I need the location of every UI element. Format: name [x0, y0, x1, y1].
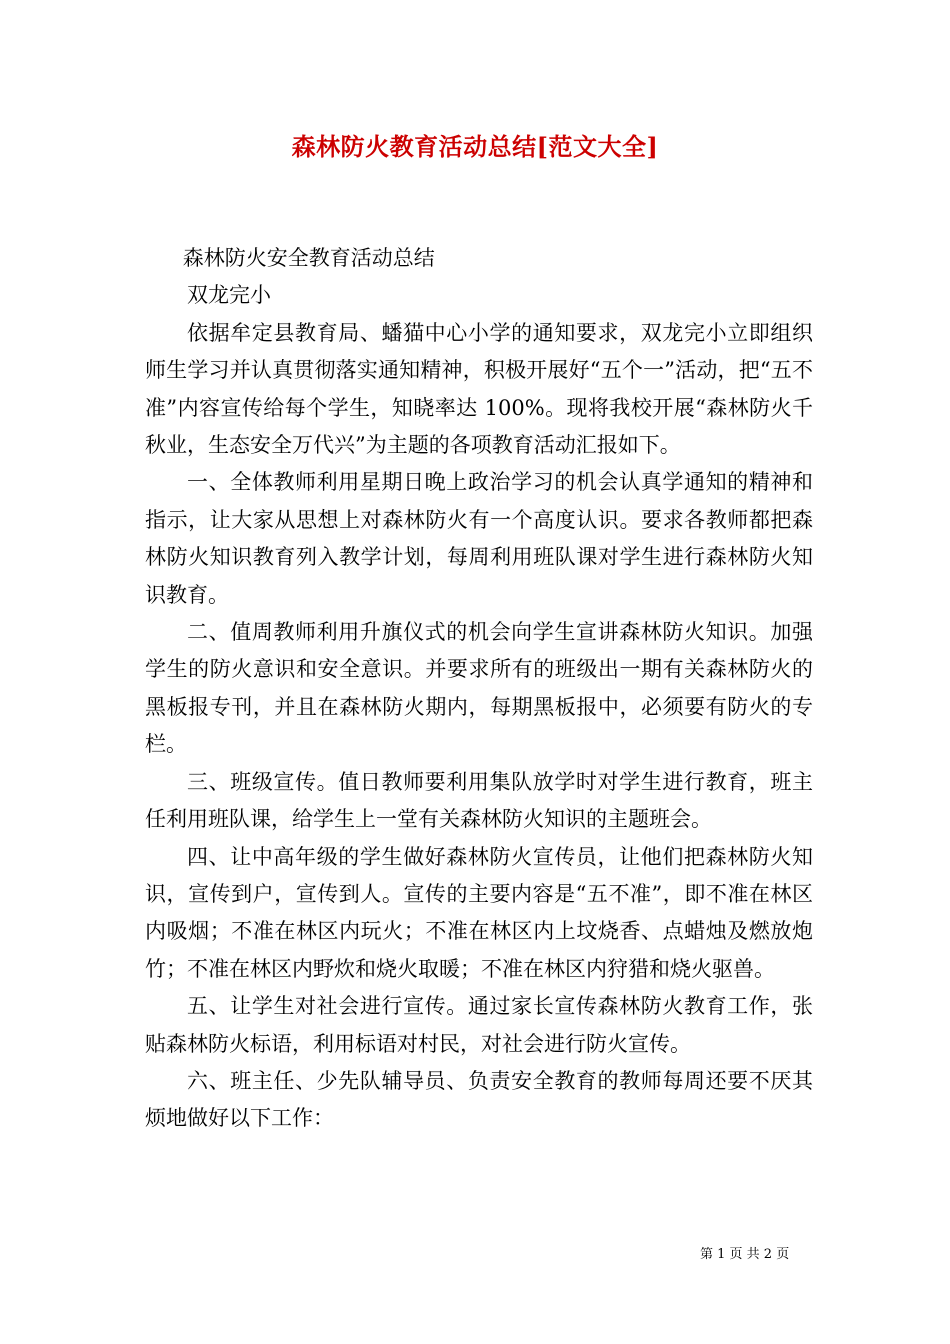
paragraph: 三、班级宣传。值日教师要利用集队放学时对学生进行教育，班主任利用班队课，给学生上一堂有关森林防火知识的主题班会。 — [145, 769, 813, 832]
paragraph-author: 双龙完小 — [187, 283, 271, 308]
paragraph: 六、班主任、少先队辅导员、负责安全教育的教师每周还要不厌其烦地做好以下工作： — [145, 1068, 813, 1131]
document-body — [145, 240, 813, 1138]
paragraph: 四、让中高年级的学生做好森林防火宣传员，让他们把森林防火知识，宣传到户，宣传到人。宣传的主要内容是“五不准”，即不准在林区内吸烟；不准在林区内玩火；不准在林区内上坟烧香、点蜡烛及燃放炮竹；不准在林区内野炊和烧火取暖；不准在林区内狩猎和烧火驱兽。 — [145, 844, 813, 981]
paragraph: 依据牟定县教育局、蟠猫中心小学的通知要求，双龙完小立即组织师生学习并认真贯彻落实通知精神，积极开展好“五个一”活动，把“五不准”内容宣传给每个学生，知晓率达 100%。现将我校开展“森林防火千秋业，生态安全万代兴”为主题的各项教育活动汇报如下。 — [145, 320, 813, 458]
document-title: 森林防火教育活动总结[范文大全] — [291, 132, 659, 161]
paragraph-heading: 森林防火安全教育活动总结 — [182, 246, 435, 270]
paragraph: 一、全体教师利用星期日晚上政治学习的机会认真学通知的精神和指示，让大家从思想上对森林防火有一个高度认识。要求各教师都把森林防火知识教育列入教学计划，每周利用班队课对学生进行森林防火知识教育。 — [145, 470, 813, 607]
paragraph: 二、值周教师利用升旗仪式的机会向学生宣讲森林防火知识。加强学生的防火意识和安全意识。并要求所有的班级出一期有关森林防火的黑板报专刊，并且在森林防火期内，每期黑板报中，必须要有防火的专栏。 — [145, 620, 813, 757]
page-number: 第 1 页 共 2 页 — [700, 1247, 790, 1262]
paragraph: 五、让学生对社会进行宣传。通过家长宣传森林防火教育工作，张贴森林防火标语，利用标语对村民，对社会进行防火宣传。 — [145, 994, 813, 1056]
